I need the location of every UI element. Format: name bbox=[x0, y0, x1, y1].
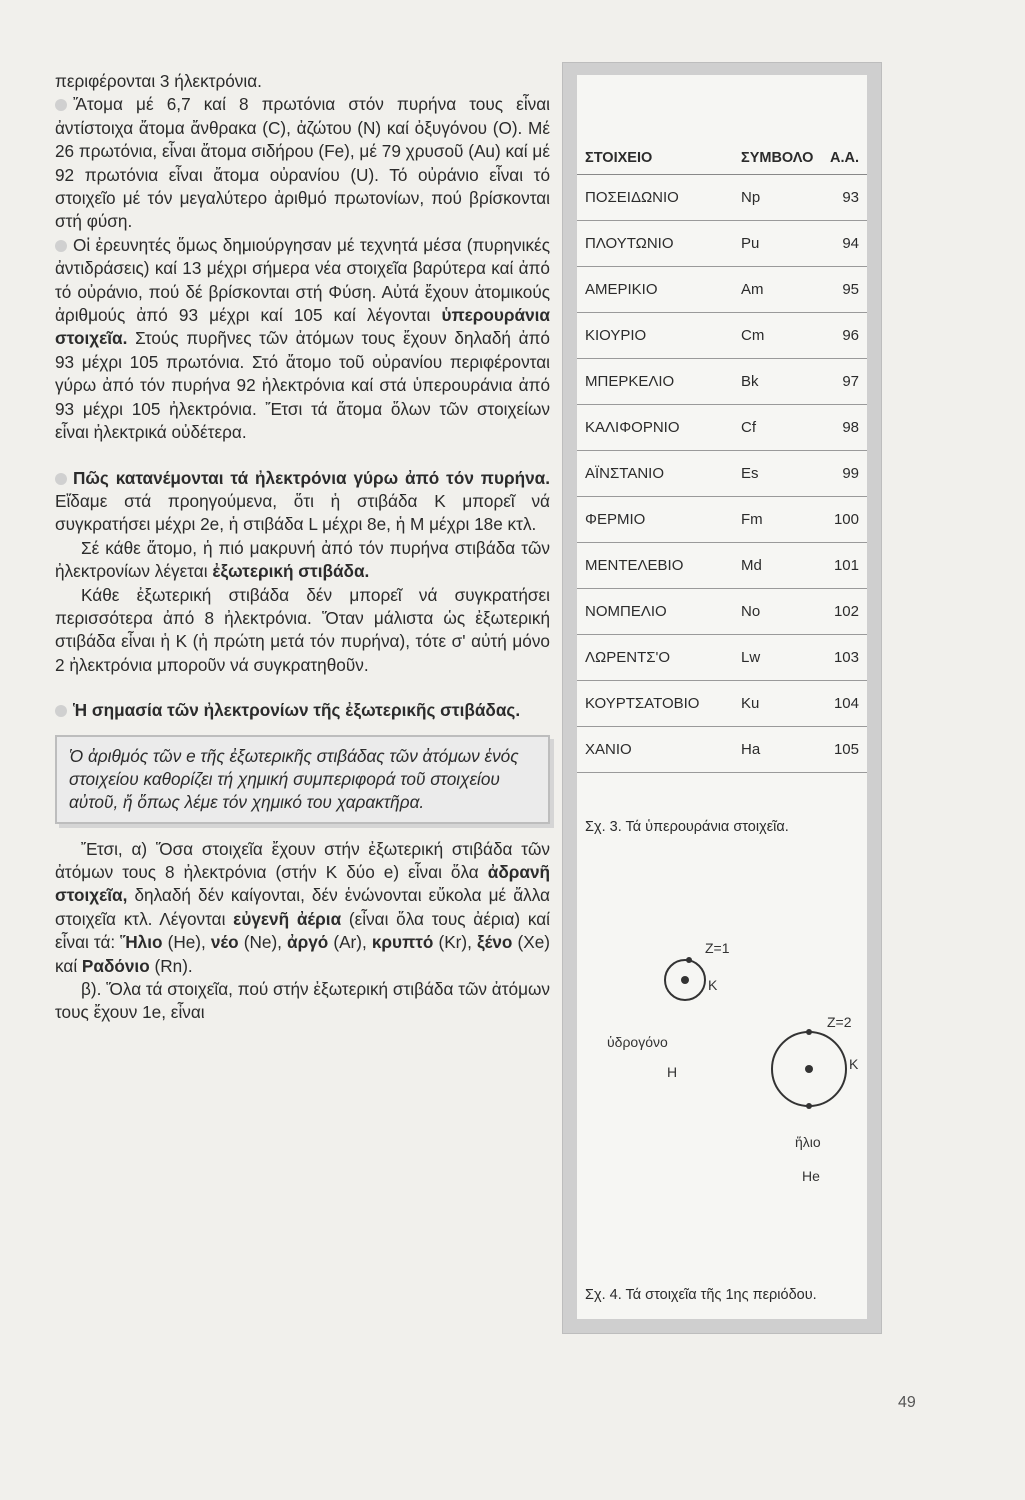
page-number: 49 bbox=[898, 1394, 916, 1411]
element-name-cell: ΑΜΕΡΙΚΙΟ bbox=[585, 281, 658, 298]
bullet-icon bbox=[55, 705, 67, 717]
header-symbol: ΣΥΜΒΟΛΟ bbox=[741, 150, 814, 166]
atomic-number-cell: 94 bbox=[842, 235, 859, 252]
paragraph-4: Πῶς κατανέμονται τά ἠλεκτρόνια γύρω ἀπό τόν πυρήνα. Εἴδαμε στά προηγούμενα, ὅτι ἡ στιβάδα K μπορεῖ νά συγκρατήσει μέχρι 2e, ἡ στιβάδα L μέχρι 8e, ἡ M μέχρι 18e κτλ. bbox=[55, 467, 550, 535]
helium-k-label: K bbox=[849, 1056, 859, 1072]
atom-diagram bbox=[577, 935, 867, 1205]
table-body bbox=[577, 175, 867, 773]
table-row bbox=[577, 405, 867, 451]
table-row bbox=[577, 681, 867, 727]
helium-name: ἥλιο bbox=[795, 1134, 821, 1150]
paragraph-5: Σέ κάθε ἄτομο, ἡ πιό μακρυνή ἀπό τόν πυρήνα στιβάδα τῶν ἠλεκτρονίων λέγεται ἐξωτερική στιβάδα. bbox=[55, 537, 550, 582]
element-name-cell: ΚΙΟΥΡΙΟ bbox=[585, 327, 647, 344]
paragraph-1: περιφέρονται 3 ήλεκτρόνια. bbox=[55, 71, 262, 91]
paragraph-3: Οἱ ἐρευνητές ὅμως δημιούργησαν μέ τεχνητά μέσα (πυρηνικές ἀντιδράσεις) καί 13 μέχρι σήμερα νέα στοιχεῖα βαρύτερα καί ἀπό τό οὐράνιο, πού δέ βρίσκονται στή Φύση. Αὐτά ἔχουν ἀτομικούς ἀριθμούς ἀπό 93 μέχρι καί 105 καί λέγονται ὑπερουράνια στοιχεῖα. Στούς πυρῆνες τῶν ἀτόμων τους ἔχουν δηλαδή ἀπό 93 μέχρι 105 πρωτόνια. Στό ἄτομο τοῦ οὐρανίου περιφέρονται γύρω ἀπό τόν πυρήνα 92 ἠλεκτρόνια καί στά ὑπερουράνια ἀπό 93 μέχρι 105 ἠλεκτρόνια. Ἔτσι τά ἄτομα ὅλων τῶν στοιχείων εἶναι ἠλεκτρικά οὐδέτερα. bbox=[55, 234, 550, 443]
helium-electron-bottom bbox=[806, 1103, 812, 1109]
table-row bbox=[577, 727, 867, 773]
symbol-cell: Md bbox=[741, 557, 762, 574]
helium-symbol: He bbox=[802, 1168, 820, 1184]
bullet-icon bbox=[55, 473, 67, 485]
bullet-icon bbox=[55, 99, 67, 111]
header-atomic-number: Α.Α. bbox=[830, 150, 859, 166]
atomic-number-cell: 96 bbox=[842, 327, 859, 344]
symbol-cell: Cf bbox=[741, 419, 756, 436]
atomic-number-cell: 101 bbox=[833, 557, 859, 574]
symbol-cell: Fm bbox=[741, 511, 763, 528]
atomic-number-cell: 104 bbox=[833, 695, 859, 712]
element-name-cell: ΧΑΝΙΟ bbox=[585, 741, 632, 758]
symbol-cell: Pu bbox=[741, 235, 760, 252]
hydrogen-k-label: K bbox=[708, 977, 718, 993]
symbol-cell: Am bbox=[741, 281, 764, 298]
table-row bbox=[577, 497, 867, 543]
hydrogen-z-label: Z=1 bbox=[705, 940, 730, 956]
hydrogen-symbol: H bbox=[667, 1064, 678, 1080]
figure-4-caption: Σχ. 4. Τά στοιχεῖα τῆς 1ης περιόδου. bbox=[585, 1287, 817, 1303]
symbol-cell: Es bbox=[741, 465, 759, 482]
table-row bbox=[577, 221, 867, 267]
sidebar-panel bbox=[562, 62, 882, 1334]
paragraph-7: Ἔτσι, α) Ὅσα στοιχεῖα ἔχουν στήν ἐξωτερική στιβάδα τῶν ἀτόμων τους 8 ἠλεκτρόνια (στήν K δύο e) εἶναι ὅλα ἀδρανῆ στοιχεῖα, δηλαδή δέν καίγονται, δέν ἑνώνονται εὔκολα μέ ἄλλα στοιχεῖα κτλ. Λέγονται εὐγενῆ ἀέρια (εἶναι ὅλα τους ἀέρια) καί εἶναι τά: Ἥλιο (He), νέο (Ne), ἀργό (Ar), κρυπτό (Kr), ξένο (Xe) καί Ραδόνιο (Rn). bbox=[55, 838, 550, 976]
atomic-number-cell: 97 bbox=[842, 373, 859, 390]
element-name-cell: ΠΛΟΥΤΩΝΙΟ bbox=[585, 235, 674, 252]
paragraph-6: Κάθε ἐξωτερική στιβάδα δέν μπορεῖ νά συγκρατήσει περισσότερα ἀπό 8 ἠλεκτρόνια. Ὅταν μάλιστα ὡς ἐξωτερική στιβάδα εἶναι ἡ K (ἡ πρώτη μετά τόν πυρήνα), τότε σ' αὐτή μόνο 2 ἠλεκτρόνια μποροῦν νά συγκρατηθοῦν. bbox=[55, 584, 550, 675]
atomic-number-cell: 98 bbox=[842, 419, 859, 436]
paragraph-8: β). Ὅλα τά στοιχεῖα, πού στήν ἐξωτερική στιβάδα τῶν ἀτόμων τους ἔχουν 1e, εἶναι bbox=[55, 979, 550, 1023]
atomic-number-cell: 100 bbox=[833, 511, 859, 528]
section-heading: Ἡ σημασία τῶν ἠλεκτρονίων τῆς ἐξωτερικῆς στιβάδας. bbox=[55, 699, 550, 722]
element-name-cell: ΛΩΡΕΝΤΣ'Ο bbox=[585, 649, 671, 666]
symbol-cell: Lw bbox=[741, 649, 761, 666]
header-element: ΣΤΟΙΧΕΙΟ bbox=[585, 150, 653, 166]
hydrogen-nucleus bbox=[681, 976, 689, 984]
symbol-cell: Bk bbox=[741, 373, 759, 390]
symbol-cell: Np bbox=[741, 189, 761, 206]
bullet-icon bbox=[55, 240, 67, 252]
element-name-cell: ΚΟΥΡΤΣΑΤΟΒΙΟ bbox=[585, 695, 700, 712]
table-header bbox=[577, 75, 867, 175]
sidebar-inner bbox=[577, 75, 867, 1319]
helium-electron-top bbox=[806, 1029, 812, 1035]
helium-z-label: Z=2 bbox=[827, 1014, 852, 1030]
atomic-number-cell: 102 bbox=[833, 603, 859, 620]
table-row bbox=[577, 543, 867, 589]
symbol-cell: Ha bbox=[741, 741, 761, 758]
atomic-number-cell: 105 bbox=[833, 741, 859, 758]
highlight-box: Ὁ ἀριθμός τῶν e τῆς ἐξωτερικῆς στιβάδας τῶν ἀτόμων ἑνός στοιχείου καθορίζει τή χημική συμπεριφορά τοῦ στοιχείου αὐτοῦ, ἤ ὅπως λέμε τόν χημικό του χαρακτῆρα. bbox=[55, 735, 550, 824]
atomic-number-cell: 93 bbox=[842, 189, 859, 206]
atomic-number-cell: 95 bbox=[842, 281, 859, 298]
element-name-cell: ΜΠΕΡΚΕΛΙΟ bbox=[585, 373, 675, 390]
main-text-column bbox=[55, 70, 550, 1025]
element-name-cell: ΜΕΝΤΕΛΕΒΙΟ bbox=[585, 557, 684, 574]
atomic-number-cell: 99 bbox=[842, 465, 859, 482]
paragraph-2: Ἄτομα μέ 6,7 καί 8 πρωτόνια στόν πυρήνα τους εἶναι ἀντίστοιχα ἄτομα ἄνθρακα (C), ἀζώτου (N) καί ὀξυγόνου (O). Μέ 26 πρωτόνια, εἶναι ἄτομα σιδήρου (Fe), μέ 79 χρυσοῦ (Au) καί μέ 92 πρωτόνια εἶναι ἄτομα οὐρανίου (U). Τό οὐράνιο εἶναι τό στοιχεῖο μέ τόν μεγαλύτερο ἀριθμό πρωτονίων, πού βρίσκονται στή φύση. bbox=[55, 94, 550, 232]
table-row bbox=[577, 451, 867, 497]
element-name-cell: ΚΑΛΙΦΟΡΝΙΟ bbox=[585, 419, 680, 436]
table-row bbox=[577, 635, 867, 681]
table-row bbox=[577, 267, 867, 313]
hydrogen-name: ὑδρογόνο bbox=[607, 1034, 668, 1050]
table-row bbox=[577, 359, 867, 405]
table-row bbox=[577, 175, 867, 221]
helium-nucleus bbox=[805, 1065, 813, 1073]
hydrogen-electron bbox=[686, 957, 692, 963]
element-name-cell: ΦΕΡΜΙΟ bbox=[585, 511, 646, 528]
element-name-cell: ΑΪΝΣΤΑΝΙΟ bbox=[585, 465, 664, 482]
symbol-cell: No bbox=[741, 603, 761, 620]
symbol-cell: Cm bbox=[741, 327, 765, 344]
transuranic-table bbox=[577, 75, 867, 773]
table-row bbox=[577, 313, 867, 359]
element-name-cell: ΝΟΜΠΕΛΙΟ bbox=[585, 603, 667, 620]
table-row bbox=[577, 589, 867, 635]
figure-3-caption: Σχ. 3. Τά ὑπερουράνια στοιχεῖα. bbox=[585, 819, 789, 835]
atomic-number-cell: 103 bbox=[833, 649, 859, 666]
symbol-cell: Ku bbox=[741, 695, 760, 712]
element-name-cell: ΠΟΣΕΙΔΩΝΙΟ bbox=[585, 189, 679, 206]
